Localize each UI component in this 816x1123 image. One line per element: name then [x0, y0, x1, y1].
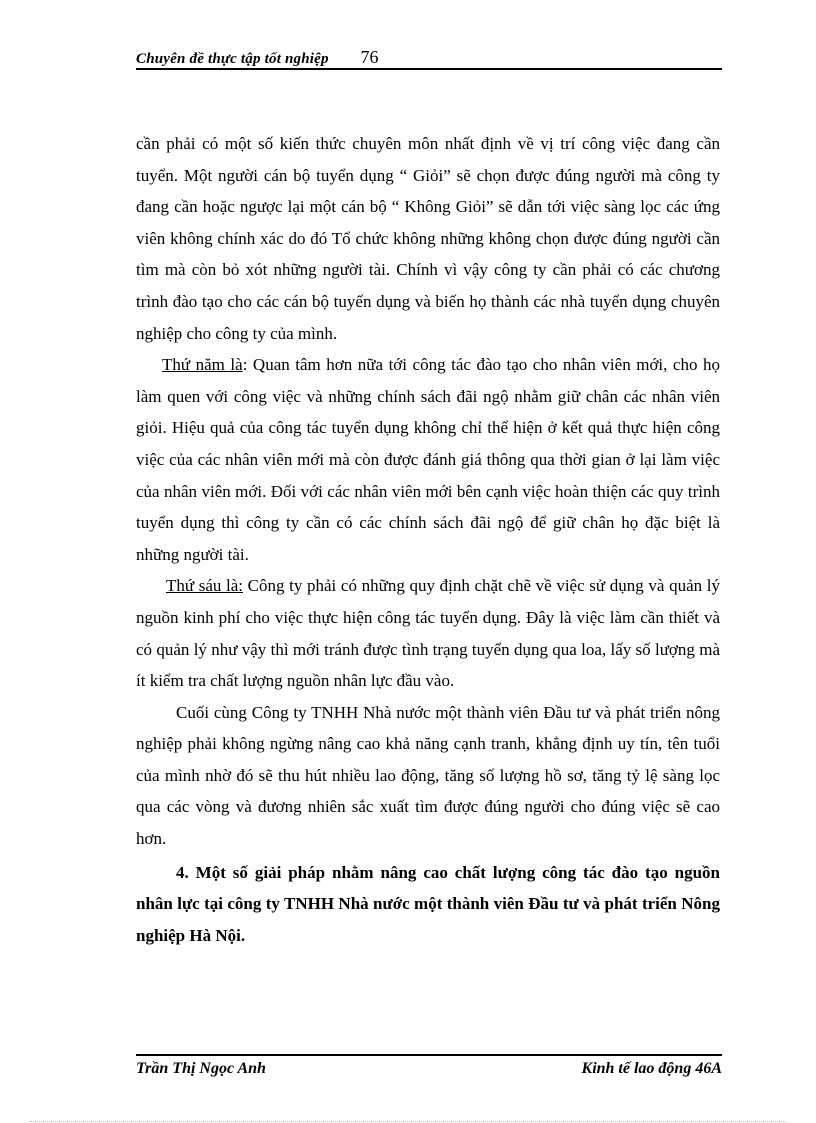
paragraph-label-thu-nam: Thứ năm là — [162, 355, 243, 375]
paragraph-thu-nam — [136, 349, 720, 570]
page-footer — [136, 1054, 722, 1078]
header-title: Chuyên đề thực tập tốt nghiệp — [136, 51, 329, 67]
paragraph-label-thu-sau: Thứ sáu là: — [166, 576, 244, 596]
section-heading: 4. Một số giải pháp nhằm nâng cao chất lượng công tác đào tạo nguồn nhân lực tại công ty TNHH Nhà nước một thành viên Đầu tư và phát triển Nông nghiệp Hà Nội. — [136, 862, 720, 945]
paragraph-text-thu-sau: Công ty phải có những quy định chặt chẽ về việc sử dụng và quản lý nguồn kinh phí cho việc thực hiện công tác tuyển dụng. Đây là việc làm cần thiết và có quản lý như vậy thì mới tránh được tình trạng tuyển dụng qua loa, lấy số lượng mà ít kiểm tra chất lượng nguồn nhân lực đầu vào. — [136, 576, 720, 691]
footer-author: Trần Thị Ngọc Anh — [136, 1060, 266, 1077]
paragraph-text-thu-nam: : Quan tâm hơn nữa tới công tác đào tạo cho nhân viên mới, cho họ làm quen với công việc và những chính sách đãi ngộ nhằm giữ chân các nhân viên giỏi. Hiệu quả của công tác tuyển dụng không chỉ thể hiện ở kết quả thực hiện công việc của các nhân viên mới mà còn được đánh giá thông qua thời gian ở lại làm việc của nhân viên mới. Đối với các nhân viên mới bên cạnh việc hoàn thiện các quy trình tuyển dụng thì công ty cần có các chính sách đãi ngộ để giữ chân họ đặc biệt là những người tài. — [136, 355, 720, 564]
page-bottom-divider — [30, 1121, 786, 1122]
page-number: 76 — [360, 47, 379, 67]
page-header — [136, 46, 722, 70]
paragraph-thu-sau — [136, 570, 720, 696]
footer-class: Kinh tế lao động 46A — [581, 1060, 722, 1077]
paragraph-continuation: cần phải có một số kiến thức chuyên môn nhất định về vị trí công việc đang cần tuyển. Một người cán bộ tuyển dụng “ Giỏi” sẽ chọn được đúng người mà công ty đang cần hoặc ngược lại một cán bộ “ Không Giỏi” sẽ dẫn tới việc sàng lọc các ứng viên không chính xác do đó Tổ chức không những không chọn được đúng người cần tìm mà còn bỏ xót những người tài. Chính vì vậy công ty cần phải có các chương trình đào tạo cho các cán bộ tuyển dụng và biến họ thành các nhà tuyển dụng chuyên nghiệp cho công ty của mình. — [136, 134, 720, 343]
body-text — [136, 128, 720, 951]
paragraph-cuoi-cung: Cuối cùng Công ty TNHH Nhà nước một thành viên Đầu tư và phát triển nông nghiệp phải không ngừng nâng cao khả năng cạnh tranh, khẳng định uy tín, tên tuổi của mình nhờ đó sẽ thu hút nhiều lao động, tăng số lượng hồ sơ, tăng tỷ lệ sàng lọc qua các vòng và đương nhiên sắc xuất tìm được đúng người cho đúng việc sẽ cao hơn. — [136, 702, 720, 849]
